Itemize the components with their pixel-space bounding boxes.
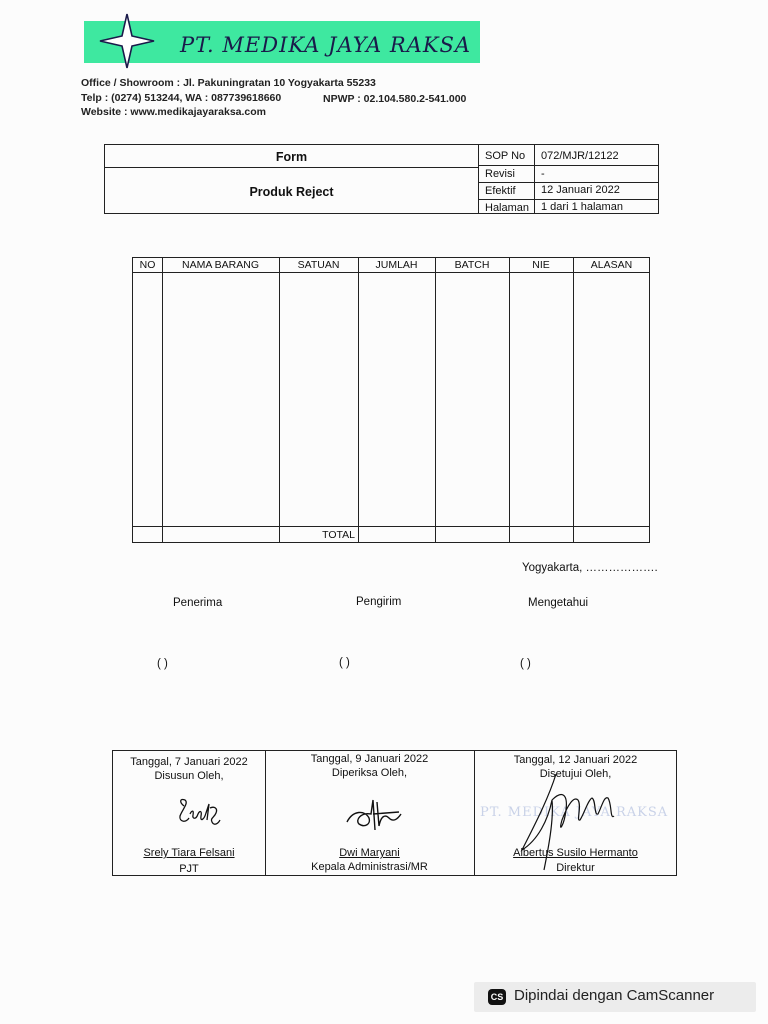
company-phone: Telp : (0274) 513244, WA : 087739618660 xyxy=(81,92,282,104)
company-npwp: NPWP : 02.104.580.2-541.000 xyxy=(323,93,467,105)
company-name: PT. MEDIKA JAYA RAKSA xyxy=(180,33,472,57)
star-logo-icon xyxy=(96,10,158,72)
sig1-title: PJT xyxy=(179,863,199,875)
camscanner-text: Dipindai dengan CamScanner xyxy=(514,987,715,1004)
form-label: Form xyxy=(275,150,308,164)
sig1-date: Tanggal, 7 Januari 2022 xyxy=(130,756,248,768)
revisi-value: - xyxy=(541,168,545,180)
signature-albertus xyxy=(518,770,618,880)
camscanner-icon: CS xyxy=(488,989,506,1005)
sig3-title: Direktur xyxy=(556,862,595,874)
col-nama-barang: NAMA BARANG xyxy=(181,259,260,271)
sig3-date: Tanggal, 12 Januari 2022 xyxy=(513,754,638,766)
form-title: Produk Reject xyxy=(249,185,334,199)
form-header-box xyxy=(104,144,659,214)
acknowledger-label: Mengetahui xyxy=(528,597,589,609)
revisi-key: Revisi xyxy=(485,168,515,180)
company-address: Office / Showroom : Jl. Pakuningratan 10 Yogyakarta 55233 xyxy=(81,77,376,89)
col-nie: NIE xyxy=(532,259,550,271)
sender-signature-line: ( ) xyxy=(339,657,350,669)
col-satuan: SATUAN xyxy=(297,259,340,271)
col-alasan: ALASAN xyxy=(590,259,633,271)
sig2-date: Tanggal, 9 Januari 2022 xyxy=(310,753,429,765)
sop-no-key: SOP No xyxy=(485,150,526,162)
sop-no-value: 072/MJR/12122 xyxy=(541,150,619,162)
signature-dwi xyxy=(343,796,403,836)
efektif-value: 12 Januari 2022 xyxy=(541,184,620,196)
receiver-signature-line: ( ) xyxy=(157,658,168,670)
sig3-name: Albertus Susilo Hermanto xyxy=(513,847,638,859)
sig2-title: Kepala Administrasi/MR xyxy=(311,861,428,873)
halaman-value: 1 dari 1 halaman xyxy=(541,201,623,213)
efektif-key: Efektif xyxy=(485,185,516,197)
halaman-key: Halaman xyxy=(485,202,530,214)
acknowledger-signature-line: ( ) xyxy=(520,658,531,670)
total-label: TOTAL xyxy=(322,529,355,541)
sig1-action: Disusun Oleh, xyxy=(154,770,224,782)
sender-label: Pengirim xyxy=(356,596,402,608)
sig2-name: Dwi Maryani xyxy=(339,847,400,859)
col-jumlah: JUMLAH xyxy=(375,259,418,271)
sig2-action: Diperiksa Oleh, xyxy=(331,767,408,779)
col-batch: BATCH xyxy=(454,259,490,271)
sig1-name: Srely Tiara Felsani xyxy=(143,847,235,859)
col-no: NO xyxy=(139,259,156,271)
signature-srely xyxy=(176,796,224,830)
sig3-action: Disetujui Oleh, xyxy=(539,768,612,780)
receiver-label: Penerima xyxy=(173,597,223,609)
company-website: Website : www.medikajayaraksa.com xyxy=(81,106,267,118)
company-stamp: PT. MEDIKA JAYA RAKSA xyxy=(480,805,669,820)
place-date: Yogyakarta, ………………. xyxy=(522,562,658,574)
reject-table xyxy=(132,257,650,543)
